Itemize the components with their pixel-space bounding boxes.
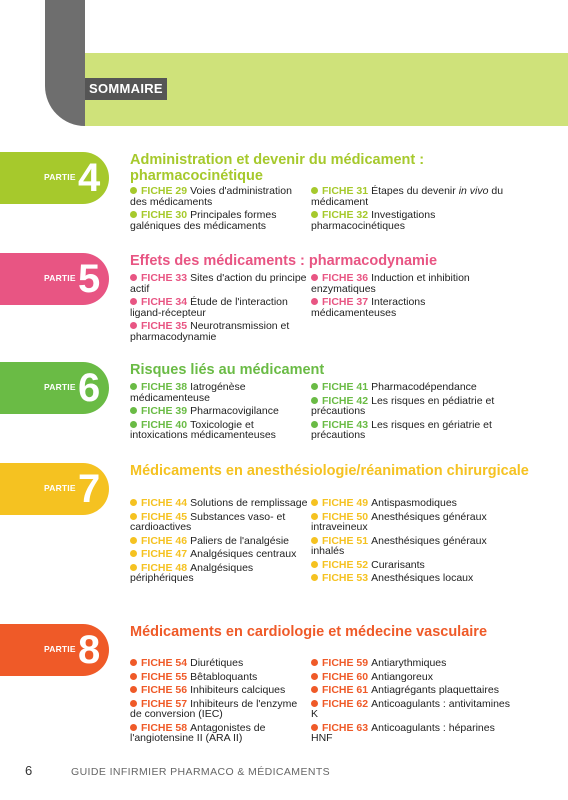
part-6-tab xyxy=(0,362,109,414)
fiche-item[interactable] xyxy=(130,210,308,231)
fiche-item[interactable] xyxy=(130,723,308,744)
fiche-label: FICHE 34 xyxy=(141,296,188,308)
fiche-item[interactable] xyxy=(130,672,308,683)
bullet-icon xyxy=(311,421,318,428)
bullet-icon xyxy=(130,659,137,666)
fiche-text: Curarisants xyxy=(371,558,425,571)
fiche-column-right xyxy=(311,186,511,234)
fiche-text: Solutions de remplissage xyxy=(190,497,308,509)
bullet-icon xyxy=(311,274,318,281)
fiche-label: FICHE 41 xyxy=(322,381,369,393)
fiche-text: Inhibiteurs de l'enzyme de conversion (IEC) xyxy=(130,697,298,720)
footer-title: GUIDE INFIRMIER PHARMACO & MÉDICAMENTS xyxy=(71,766,331,778)
fiche-text-italic: in vivo xyxy=(458,185,489,197)
bullet-icon xyxy=(130,700,137,707)
bullet-icon xyxy=(311,513,318,520)
fiche-text: Pharmacovigilance xyxy=(190,405,279,417)
fiche-item[interactable] xyxy=(311,672,511,683)
fiche-column-left xyxy=(130,273,308,345)
fiche-label: FICHE 44 xyxy=(141,497,188,509)
fiche-text: Anesthésiques généraux intraveineux xyxy=(311,510,487,533)
part-8-tab xyxy=(0,624,109,676)
fiche-label: FICHE 47 xyxy=(141,548,188,560)
fiche-label: FICHE 43 xyxy=(322,418,369,431)
fiche-column-left xyxy=(130,186,308,234)
fiche-item[interactable] xyxy=(311,658,511,669)
fiche-text: Paliers de l'analgésie xyxy=(190,534,290,547)
fiche-item[interactable] xyxy=(311,723,511,744)
fiche-item[interactable] xyxy=(311,560,511,571)
fiche-text: Pharmacodépendance xyxy=(371,381,477,393)
fiche-text: Analgésiques périphériques xyxy=(130,561,254,584)
fiche-label: FICHE 46 xyxy=(141,534,188,547)
fiche-text: Iatrogénèse médicamenteuse xyxy=(130,381,246,404)
fiche-text: Antagonistes de l'angiotensine II (ARA II) xyxy=(130,721,266,744)
bullet-icon xyxy=(130,686,137,693)
bullet-icon xyxy=(130,298,137,305)
fiche-label: FICHE 31 xyxy=(322,185,369,197)
fiche-item[interactable] xyxy=(311,699,511,720)
fiche-label: FICHE 57 xyxy=(141,697,188,710)
bullet-icon xyxy=(311,659,318,666)
bullet-icon xyxy=(130,673,137,680)
part-label: PARTIE xyxy=(44,382,76,392)
fiche-label: FICHE 62 xyxy=(322,697,369,710)
fiche-item[interactable] xyxy=(130,382,308,403)
fiche-item[interactable] xyxy=(130,406,308,417)
header-dark-band xyxy=(45,0,85,126)
bullet-icon xyxy=(311,499,318,506)
bullet-icon xyxy=(311,724,318,731)
part-number: 7 xyxy=(78,467,101,511)
fiche-text: Antiagrégants plaquettaires xyxy=(371,684,499,696)
fiche-column-left xyxy=(130,498,308,587)
bullet-icon xyxy=(311,211,318,218)
fiche-text: Analgésiques centraux xyxy=(190,548,297,560)
fiche-text: Principales formes galéniques des médicaments xyxy=(130,209,277,232)
sommaire-label: SOMMAIRE xyxy=(85,78,167,100)
part-title: Administration et devenir du médicament : pharmacocinétique xyxy=(130,152,425,184)
fiche-label: FICHE 30 xyxy=(141,209,188,221)
part-number: 8 xyxy=(78,628,101,672)
bullet-icon xyxy=(311,383,318,390)
fiche-text: Diurétiques xyxy=(190,657,244,669)
fiche-label: FICHE 51 xyxy=(322,534,369,547)
part-5-tab xyxy=(0,253,109,305)
part-number: 5 xyxy=(78,257,101,301)
bullet-icon xyxy=(130,421,137,428)
fiche-text: Sites d'action du principe actif xyxy=(130,272,307,295)
fiche-label: FICHE 59 xyxy=(322,657,369,669)
part-number: 6 xyxy=(78,366,101,410)
fiche-text: Antispasmodiques xyxy=(371,497,457,509)
fiche-item[interactable] xyxy=(130,699,308,720)
fiche-item[interactable] xyxy=(311,685,511,696)
fiche-label: FICHE 52 xyxy=(322,558,369,571)
bullet-icon xyxy=(130,211,137,218)
fiche-item[interactable] xyxy=(311,536,511,557)
fiche-item[interactable] xyxy=(311,273,511,294)
page-number: 6 xyxy=(25,763,33,778)
fiche-text: Anticoagulants : antivitamines K xyxy=(311,697,511,720)
fiche-label: FICHE 45 xyxy=(141,510,188,523)
part-label: PARTIE xyxy=(44,273,76,283)
fiche-item[interactable] xyxy=(311,420,511,441)
fiche-label: FICHE 63 xyxy=(322,721,369,734)
fiche-text: Neurotransmission et pharmacodynamie xyxy=(130,320,290,343)
fiche-text: Anticoagulants : héparines HNF xyxy=(311,721,495,744)
fiche-text: Investigations pharmacocinétiques xyxy=(311,209,436,232)
fiche-text: Anesthésiques locaux xyxy=(371,572,474,584)
fiche-item[interactable] xyxy=(311,498,511,509)
fiche-text: Étude de l'interaction ligand-récepteur xyxy=(130,296,288,319)
fiche-label: FICHE 50 xyxy=(322,510,369,523)
fiche-label: FICHE 53 xyxy=(322,572,369,584)
fiche-label: FICHE 56 xyxy=(141,684,188,696)
fiche-text: Antiangoreux xyxy=(371,670,433,683)
fiche-item[interactable] xyxy=(311,512,511,533)
bullet-icon xyxy=(130,499,137,506)
fiche-label: FICHE 40 xyxy=(141,418,188,431)
fiche-text: Inhibiteurs calciques xyxy=(190,684,286,696)
fiche-item[interactable] xyxy=(311,573,511,584)
fiche-item[interactable] xyxy=(311,186,511,207)
fiche-item[interactable] xyxy=(130,186,308,207)
fiche-item[interactable] xyxy=(311,210,511,231)
fiche-item[interactable] xyxy=(130,321,308,342)
bullet-icon xyxy=(130,537,137,544)
fiche-column-left xyxy=(130,658,308,747)
fiche-text: Étapes du devenir xyxy=(371,185,456,197)
bullet-icon xyxy=(311,561,318,568)
part-number: 4 xyxy=(78,156,101,200)
fiche-item[interactable] xyxy=(130,498,308,509)
fiche-column-right xyxy=(311,658,511,747)
part-7-tab xyxy=(0,463,109,515)
bullet-icon xyxy=(130,407,137,414)
fiche-text: Antiarythmiques xyxy=(371,657,447,669)
fiche-item[interactable] xyxy=(130,536,308,547)
fiche-label: FICHE 42 xyxy=(322,394,369,407)
fiche-label: FICHE 33 xyxy=(141,272,188,284)
fiche-item[interactable] xyxy=(311,396,511,417)
fiche-text: Interactions médicamenteuses xyxy=(311,296,426,319)
bullet-icon xyxy=(311,298,318,305)
fiche-item[interactable] xyxy=(130,549,308,560)
fiche-item[interactable] xyxy=(311,297,511,318)
fiche-label: FICHE 37 xyxy=(322,296,369,308)
part-label: PARTIE xyxy=(44,644,76,654)
bullet-icon xyxy=(130,322,137,329)
fiche-column-left xyxy=(130,382,308,444)
fiche-text: Les risques en gériatrie et précautions xyxy=(311,418,492,441)
fiche-label: FICHE 36 xyxy=(322,272,369,284)
fiche-text: Induction et inhibition enzymatiques xyxy=(311,272,470,295)
fiche-item[interactable] xyxy=(130,563,308,584)
fiche-label: FICHE 29 xyxy=(141,185,188,197)
fiche-text-rest: du médicament xyxy=(311,185,504,208)
bullet-icon xyxy=(130,564,137,571)
fiche-label: FICHE 58 xyxy=(141,721,188,734)
fiche-label: FICHE 35 xyxy=(141,320,188,332)
part-title: Médicaments en anesthésiologie/réanimation chirurgicale xyxy=(130,463,529,479)
fiche-item[interactable] xyxy=(130,297,308,318)
bullet-icon xyxy=(311,187,318,194)
fiche-text: Anesthésiques généraux inhalés xyxy=(311,534,487,557)
bullet-icon xyxy=(311,673,318,680)
fiche-text: Toxicologie et intoxications médicamenteuses xyxy=(130,418,276,441)
bullet-icon xyxy=(311,700,318,707)
fiche-text: Bêtabloquants xyxy=(190,670,258,683)
bullet-icon xyxy=(311,686,318,693)
part-label: PARTIE xyxy=(44,483,76,493)
fiche-item[interactable] xyxy=(130,685,308,696)
fiche-text: Voies d'administration des médicaments xyxy=(130,185,292,208)
fiche-label: FICHE 55 xyxy=(141,670,188,683)
fiche-item[interactable] xyxy=(130,273,308,294)
fiche-label: FICHE 60 xyxy=(322,670,369,683)
part-label: PARTIE xyxy=(44,172,76,182)
bullet-icon xyxy=(311,537,318,544)
fiche-label: FICHE 39 xyxy=(141,405,188,417)
bullet-icon xyxy=(130,724,137,731)
bullet-icon xyxy=(311,574,318,581)
bullet-icon xyxy=(130,187,137,194)
fiche-column-right xyxy=(311,498,511,587)
part-4-tab xyxy=(0,152,109,204)
fiche-text: Les risques en pédiatrie et précautions xyxy=(311,394,495,417)
fiche-label: FICHE 38 xyxy=(141,381,188,393)
bullet-icon xyxy=(130,550,137,557)
bullet-icon xyxy=(311,397,318,404)
fiche-item[interactable] xyxy=(130,512,308,533)
bullet-icon xyxy=(130,383,137,390)
fiche-item[interactable] xyxy=(311,382,511,393)
part-title: Risques liés au médicament xyxy=(130,362,325,378)
fiche-label: FICHE 32 xyxy=(322,209,369,221)
fiche-label: FICHE 49 xyxy=(322,497,369,509)
fiche-column-right xyxy=(311,382,511,444)
fiche-item[interactable] xyxy=(130,420,308,441)
fiche-label: FICHE 54 xyxy=(141,657,188,669)
fiche-column-right xyxy=(311,273,511,321)
fiche-text: Substances vaso- et cardioactives xyxy=(130,510,286,533)
bullet-icon xyxy=(130,513,137,520)
part-title: Médicaments en cardiologie et médecine vasculaire xyxy=(130,624,488,640)
fiche-label: FICHE 61 xyxy=(322,684,369,696)
part-title: Effets des médicaments : pharmacodynamie xyxy=(130,253,438,269)
fiche-item[interactable] xyxy=(130,658,308,669)
bullet-icon xyxy=(130,274,137,281)
fiche-label: FICHE 48 xyxy=(141,561,188,574)
